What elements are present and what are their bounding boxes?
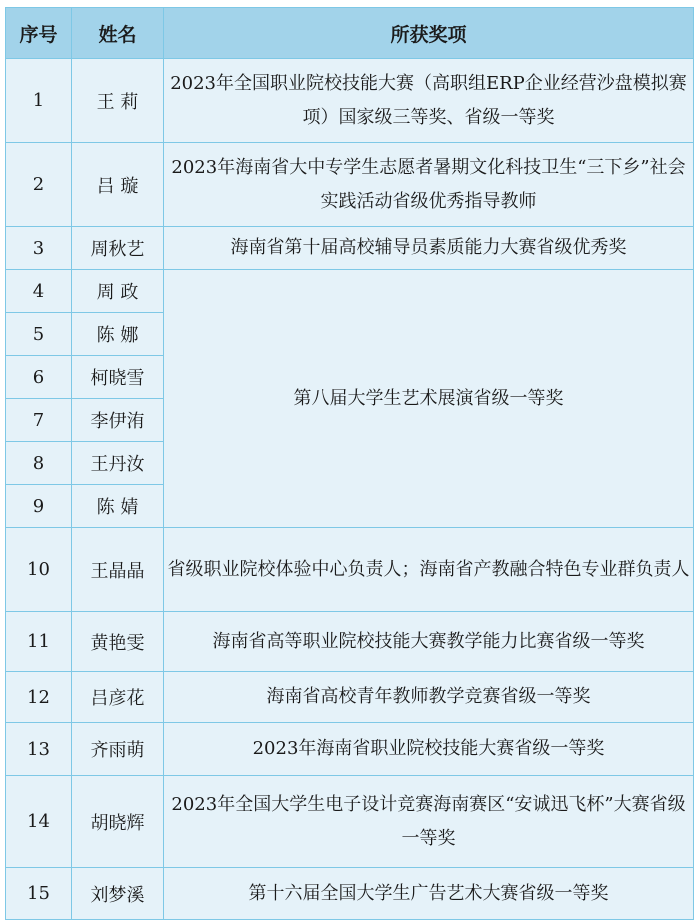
table-row [6, 59, 694, 143]
row-number: 3 [6, 227, 72, 270]
row-name: 李伊洧 [72, 399, 164, 442]
row-award: 2023年海南省职业院校技能大赛省级一等奖 [164, 723, 694, 776]
row-number: 8 [6, 442, 72, 485]
row-number: 12 [6, 672, 72, 723]
header-award: 所获奖项 [164, 8, 694, 59]
row-name: 王晶晶 [72, 528, 164, 612]
row-name: 王 莉 [72, 59, 164, 143]
row-number: 2 [6, 143, 72, 227]
row-name: 齐雨萌 [72, 723, 164, 776]
row-name: 陈 娜 [72, 313, 164, 356]
row-award-merged: 第八届大学生艺术展演省级一等奖 [164, 270, 694, 528]
row-number: 5 [6, 313, 72, 356]
row-number: 1 [6, 59, 72, 143]
row-number: 6 [6, 356, 72, 399]
table-row [6, 776, 694, 868]
row-name: 刘梦溪 [72, 868, 164, 920]
row-name: 陈 婧 [72, 485, 164, 528]
header-row [6, 8, 694, 59]
row-award: 海南省高等职业院校技能大赛教学能力比赛省级一等奖 [164, 612, 694, 672]
row-number: 9 [6, 485, 72, 528]
row-name: 黄艳雯 [72, 612, 164, 672]
row-award: 2023年全国职业院校技能大赛（高职组ERP企业经营沙盘模拟赛项）国家级三等奖、省级一等奖 [164, 59, 694, 143]
row-number: 13 [6, 723, 72, 776]
table-row [6, 723, 694, 776]
table-row [6, 227, 694, 270]
row-award: 2023年全国大学生电子设计竞赛海南赛区“安诚迅飞杯”大赛省级一等奖 [164, 776, 694, 868]
row-name: 吕 璇 [72, 143, 164, 227]
row-award: 省级职业院校体验中心负责人；海南省产教融合特色专业群负责人 [164, 528, 694, 612]
table-row [6, 143, 694, 227]
row-award: 第十六届全国大学生广告艺术大赛省级一等奖 [164, 868, 694, 920]
header-number: 序号 [6, 8, 72, 59]
table-row [6, 528, 694, 612]
row-award: 海南省高校青年教师教学竞赛省级一等奖 [164, 672, 694, 723]
table-row [6, 672, 694, 723]
table-row [6, 612, 694, 672]
table-row [6, 868, 694, 920]
row-number: 11 [6, 612, 72, 672]
row-number: 10 [6, 528, 72, 612]
row-number: 7 [6, 399, 72, 442]
row-award: 海南省第十届高校辅导员素质能力大赛省级优秀奖 [164, 227, 694, 270]
row-award: 2023年海南省大中专学生志愿者暑期文化科技卫生“三下乡”社会实践活动省级优秀指导教师 [164, 143, 694, 227]
row-name: 周秋艺 [72, 227, 164, 270]
awards-table [5, 7, 694, 920]
table-row [6, 270, 694, 313]
header-name: 姓名 [72, 8, 164, 59]
row-name: 周 政 [72, 270, 164, 313]
row-number: 4 [6, 270, 72, 313]
row-number: 14 [6, 776, 72, 868]
row-name: 胡晓辉 [72, 776, 164, 868]
row-name: 王丹汝 [72, 442, 164, 485]
row-number: 15 [6, 868, 72, 920]
row-name: 吕彦花 [72, 672, 164, 723]
row-name: 柯晓雪 [72, 356, 164, 399]
